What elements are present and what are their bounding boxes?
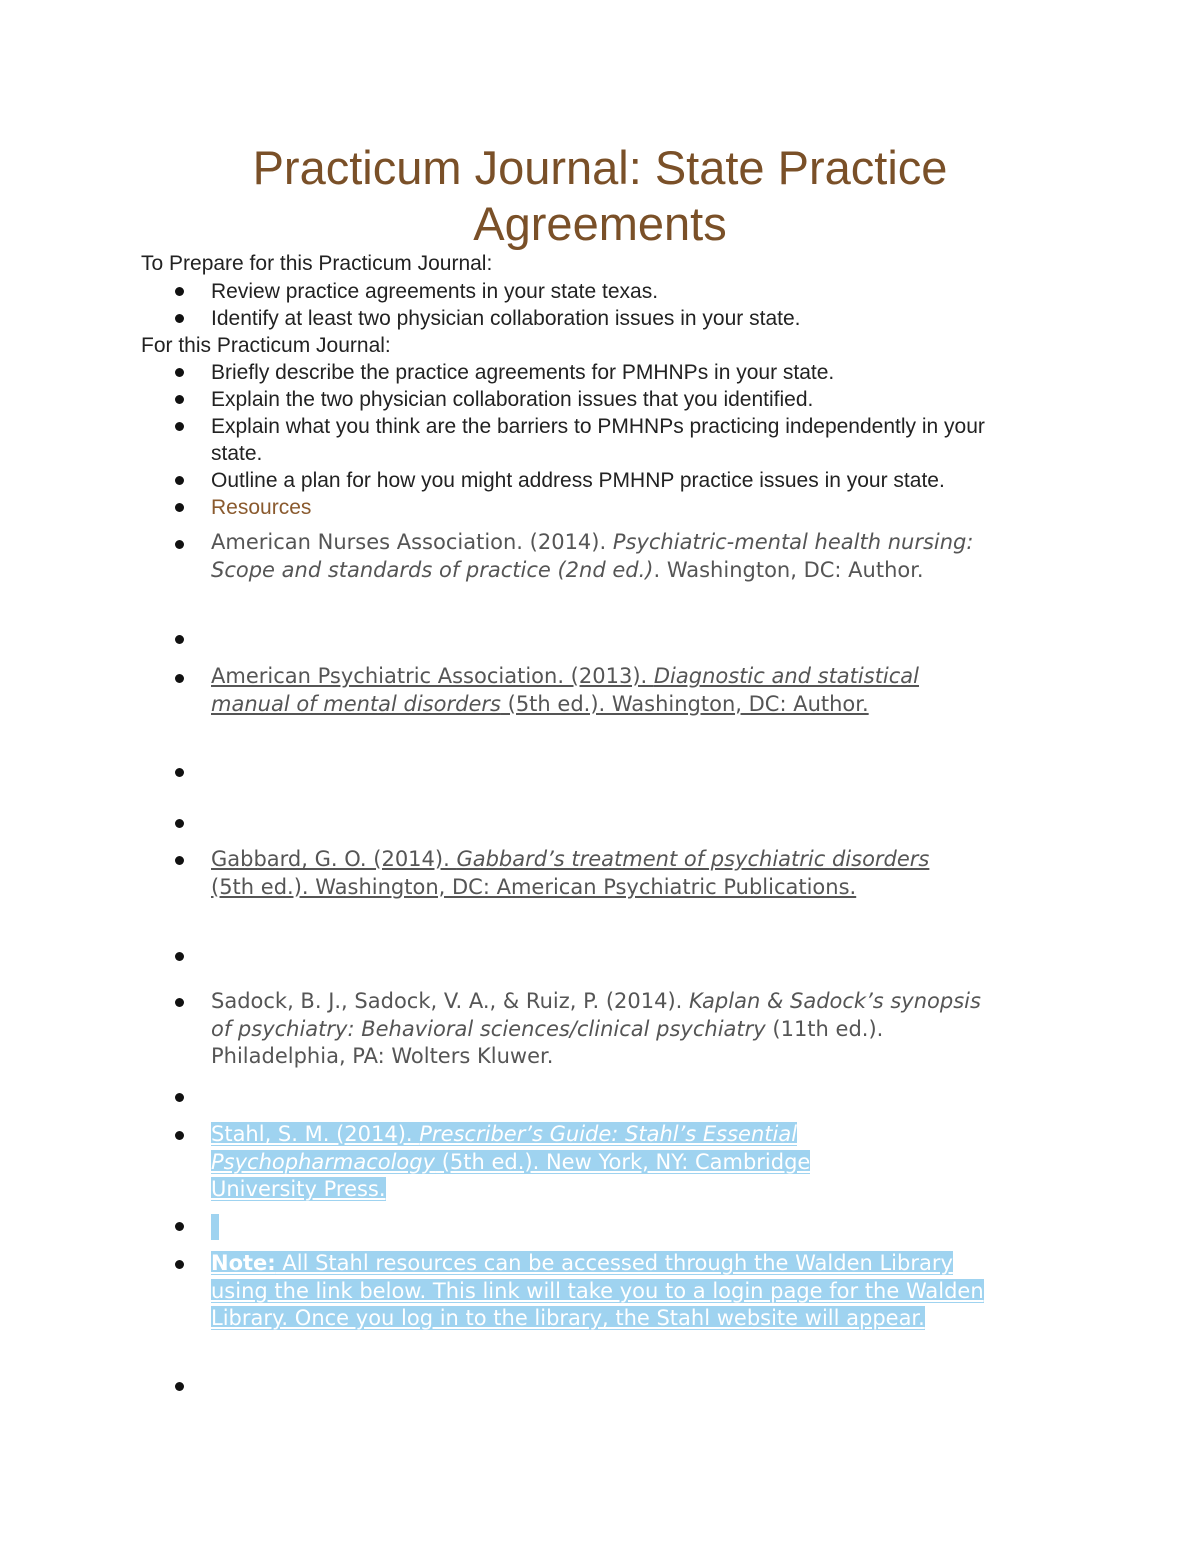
reference-title: Kaplan & Sadock’s synopsis of psychiatry: Behavioral sciences/clinical psychiatry [211, 989, 981, 1041]
reference-details[interactable]: (5th ed.). New York, NY: Cambridge University Press. [211, 1149, 811, 1201]
reference-title: Psychiatric-mental health nursing: Scope and standards of practice (2nd ed.) [211, 530, 974, 582]
list-item-text: Briefly describe the practice agreements for PMHNPs in your state. [211, 361, 835, 384]
bullet-icon [175, 635, 184, 644]
reference-author: Sadock, B. J., Sadock, V. A., & Ruiz, P. (2014). [211, 989, 690, 1013]
bullet-icon [175, 1131, 184, 1140]
reference-details: . Washington, DC: Author. [653, 557, 924, 582]
bullet-icon [175, 952, 184, 961]
note-text[interactable] [211, 1250, 1001, 1333]
bullet-icon [175, 1222, 184, 1231]
reference-author[interactable]: American Psychiatric Association. (2013). [211, 664, 654, 688]
list-item-text: Identify at least two physician collaboration issues in your state. [211, 307, 801, 330]
resources-label: Resources [211, 496, 312, 519]
reference-text[interactable] [211, 1121, 901, 1204]
note-body[interactable]: All Stahl resources can be accessed through the Walden Library using the link below. This link will take you to a login page for the Walden Library. Once you log in to the library, the Stahl website will appear. [211, 1251, 984, 1330]
bullet-icon [175, 540, 184, 549]
reference-title[interactable]: Prescriber’s Guide: Stahl’s Essential Psychopharmacology [211, 1122, 798, 1174]
bullet-icon [175, 1093, 184, 1102]
bullet-icon [175, 768, 184, 777]
reference-details[interactable]: (5th ed.). Washington, DC: American Psychiatric Publications. [211, 874, 857, 899]
note-label[interactable]: Note: [211, 1251, 276, 1275]
reference-details: (11th ed.). Philadelphia, PA: Wolters Kluwer. [211, 1016, 884, 1068]
bullet-icon [175, 856, 184, 865]
journal-heading: For this Practicum Journal: [141, 334, 391, 357]
list-item-text: Explain the two physician collaboration issues that you identified. [211, 388, 814, 411]
bullet-icon [175, 314, 184, 323]
bullet-icon [175, 395, 184, 404]
reference-text[interactable] [211, 846, 931, 901]
reference-author: American Nurses Association. (2014). [211, 530, 613, 554]
reference-text [211, 529, 991, 584]
reference-details[interactable]: (5th ed.). Washington, DC: Author. [500, 691, 869, 716]
page-title: Practicum Journal: State Practice Agreements [252, 141, 948, 250]
reference-text[interactable] [211, 663, 1001, 718]
list-item-text: Explain what you think are the barriers to PMHNPs practicing independently in your state. [211, 415, 985, 465]
bullet-icon [175, 422, 184, 431]
reference-text [211, 988, 981, 1071]
bullet-icon [175, 503, 184, 512]
bullet-icon [175, 1382, 184, 1391]
bullet-icon [175, 287, 184, 296]
bullet-icon [175, 819, 184, 828]
bullet-icon [175, 998, 184, 1007]
bullet-icon [175, 1260, 184, 1269]
prepare-heading: To Prepare for this Practicum Journal: [141, 252, 493, 275]
reference-author[interactable]: Gabbard, G. O. (2014). [211, 847, 457, 871]
reference-title[interactable]: Diagnostic and statistical manual of mental disorders [211, 664, 920, 716]
list-item-text: Review practice agreements in your state texas. [211, 280, 659, 303]
bullet-icon [175, 368, 184, 377]
highlight-mark [211, 1214, 219, 1240]
reference-author[interactable]: Stahl, S. M. (2014). [211, 1122, 420, 1146]
bullet-icon [175, 476, 184, 485]
list-item-text: Outline a plan for how you might address PMHNP practice issues in your state. [211, 469, 945, 492]
reference-title[interactable]: Gabbard’s treatment of psychiatric disorders [456, 847, 930, 871]
bullet-icon [175, 674, 184, 683]
